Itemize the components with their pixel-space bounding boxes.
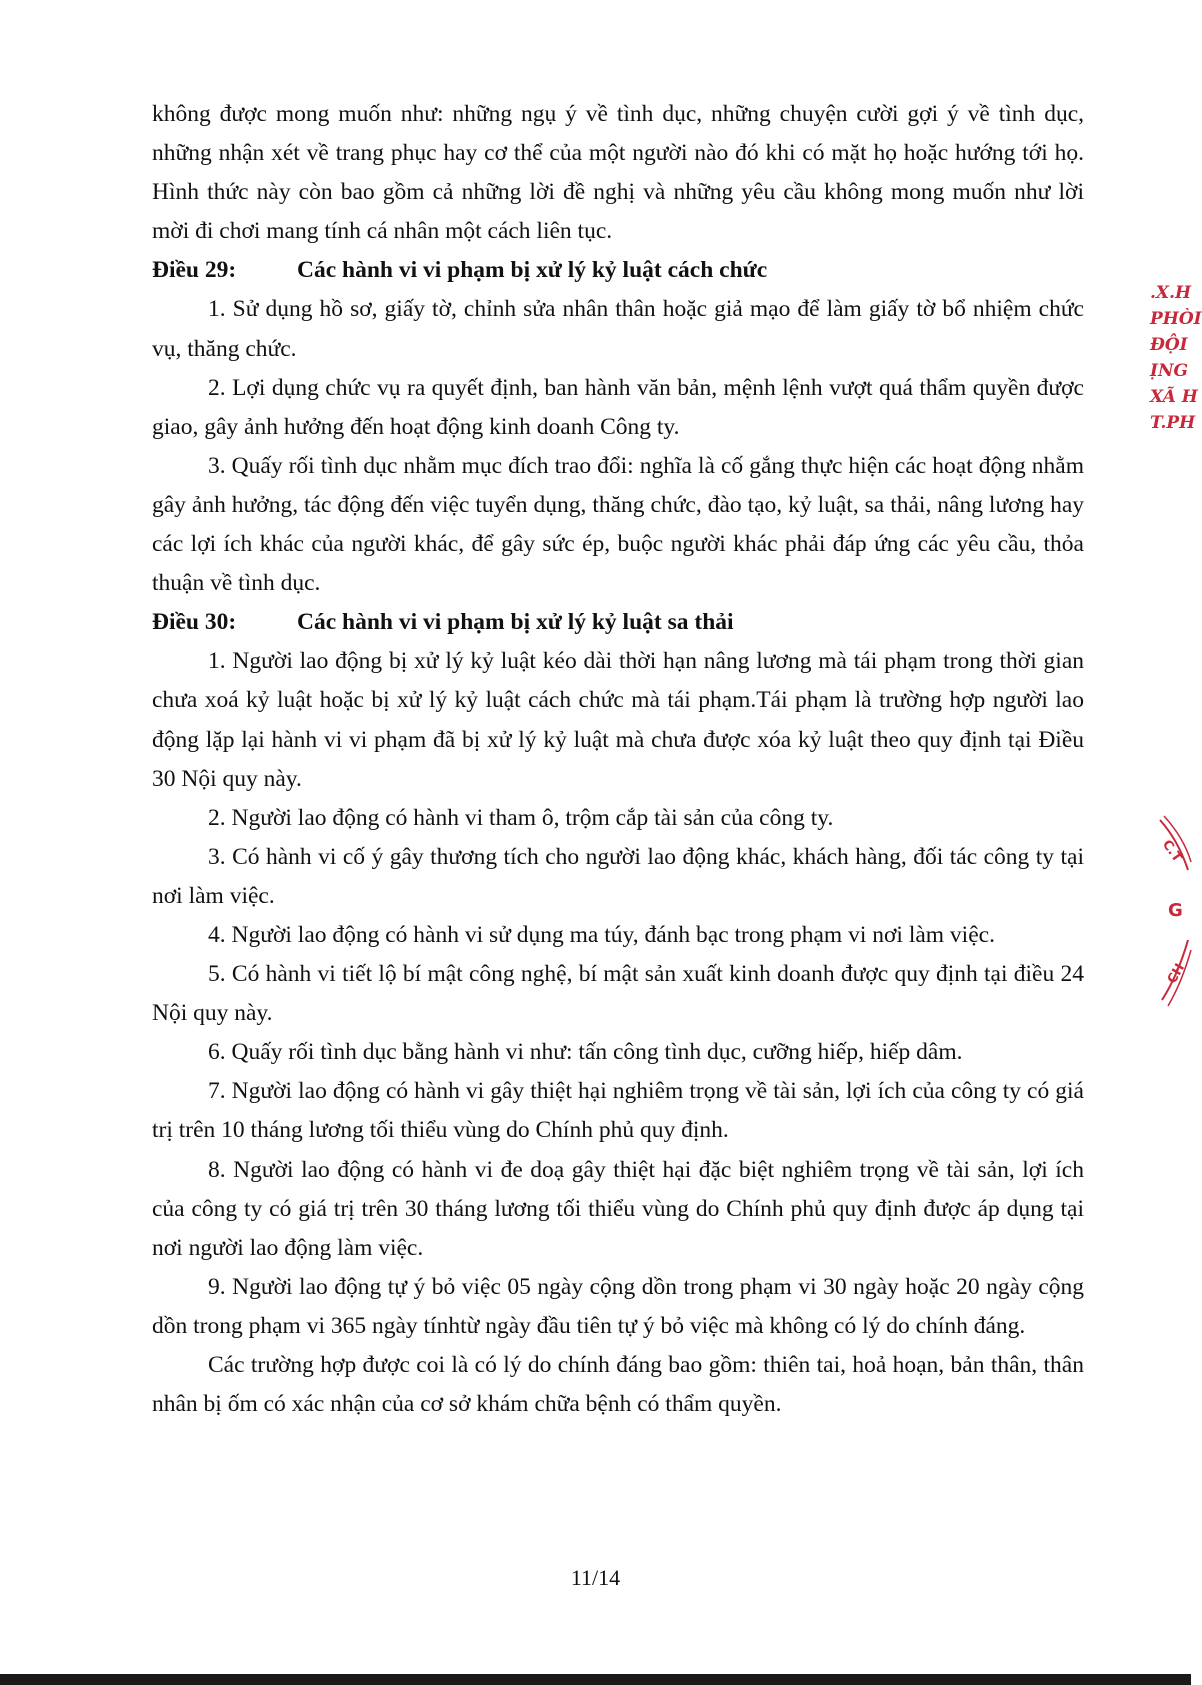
stamp-line: PHÒI <box>1150 309 1202 329</box>
article-30-title: Các hành vi vi phạm bị xử lý kỷ luật sa thải <box>297 609 734 636</box>
stamp-circle-icon <box>1158 810 1191 1010</box>
stamp-line: T.PH <box>1150 413 1196 433</box>
article-30-item-2: 2. Người lao động có hành vi tham ô, trộm cắp tài sản của công ty. <box>208 804 834 831</box>
stamp-text-ch: CH <box>1164 961 1189 987</box>
article-30-item-1: 1. Người lao động bị xử lý kỷ luật kéo dài thời hạn nâng lương mà tái phạm trong thời gian chưa xoá kỷ luật hoặc bị xử lý kỷ luật cách chức mà tái phạm.Tái phạm là trường hợp người lao động lặp lại hành vi vi phạm đã bị xử lý kỷ luật mà chưa được xóa kỷ luật theo quy định tại Điều 30 Nội quy này. <box>152 648 1084 792</box>
page-content <box>152 95 1084 1424</box>
stamp-text-ct: C.T <box>1158 837 1185 866</box>
stamp-line: ĐỘI <box>1150 335 1188 355</box>
article-30-heading <box>152 603 1084 642</box>
stamp-fragment-top <box>1150 280 1202 460</box>
stamp-line: ỊNG <box>1150 361 1189 381</box>
continuation-paragraph: không được mong muốn như: những ngụ ý về tình dục, những chuyện cười gợi ý về tình dục, những nhận xét về trang phục hay cơ thể của một người nào đó khi có mặt họ hoặc hướng tới họ. Hình thức này còn bao gồm cả những lời đề nghị và những yêu cầu không mong muốn như lời mời đi chơi mang tính cá nhân một cách liên tục. <box>152 101 1084 245</box>
stamp-text-g: G <box>1168 900 1183 921</box>
stamp-line: .X.H <box>1150 283 1192 303</box>
article-30-number: Điều 30: <box>152 609 237 636</box>
article-30-item-4: 4. Người lao động có hành vi sử dụng ma túy, đánh bạc trong phạm vi nơi làm việc. <box>208 921 995 948</box>
article-29-item-3: 3. Quấy rối tình dục nhằm mục đích trao đổi: nghĩa là cố gắng thực hiện các hoạt động nhằm gây ảnh hưởng, tác động đến việc tuyển dụng, thăng chức, đào tạo, kỷ luật, sa thải, nâng lương hay các lợi ích khác của người khác, để gây sức ép, buộc người khác phải đáp ứng các yêu cầu, thỏa thuận về tình dục. <box>152 452 1084 597</box>
stamp-line: XÃ H <box>1150 387 1198 407</box>
article-29-title: Các hành vi vi phạm bị xử lý kỷ luật cách chức <box>297 257 768 284</box>
article-29-number: Điều 29: <box>152 257 237 284</box>
article-30-item-6: 6. Quấy rối tình dục bằng hành vi như: tấn công tình dục, cưỡng hiếp, hiếp dâm. <box>208 1039 963 1066</box>
article-30-item-7: 7. Người lao động có hành vi gây thiệt hại nghiêm trọng về tài sản, lợi ích của công ty có giá trị trên 10 tháng lương tối thiểu vùng do Chính phủ quy định. <box>152 1078 1084 1144</box>
article-30-item-9: 9. Người lao động tự ý bỏ việc 05 ngày cộng dồn trong phạm vi 30 ngày hoặc 20 ngày cộng dồn trong phạm vi 365 ngày tínhtừ ngày đầu tiên tự ý bỏ việc mà không có lý do chính đáng. <box>152 1273 1084 1339</box>
article-29-heading <box>152 251 1084 290</box>
article-29-item-1: 1. Sử dụng hồ sơ, giấy tờ, chỉnh sửa nhân thân hoặc giả mạo để làm giấy tờ bổ nhiệm chức vụ, thăng chức. <box>152 296 1084 362</box>
article-30-item-8: 8. Người lao động có hành vi đe doạ gây thiệt hại đặc biệt nghiêm trọng về tài sản, lợi ích của công ty có giá trị trên 30 tháng lương tối thiểu vùng do Chính phủ quy định được áp dụng tại nơi người lao động làm việc. <box>152 1156 1084 1261</box>
page-number: 11/14 <box>570 1565 621 1590</box>
stamp-fragment-bottom <box>1158 810 1191 1010</box>
scan-bottom-edge <box>0 1674 1191 1685</box>
article-30-closing: Các trường hợp được coi là có lý do chính đáng bao gồm: thiên tai, hoả hoạn, bản thân, thân nhân bị ốm có xác nhận của cơ sở khám chữa bệnh có thẩm quyền. <box>152 1352 1084 1418</box>
article-30-item-3: 3. Có hành vi cố ý gây thương tích cho người lao động khác, khách hàng, đối tác công ty tại nơi làm việc. <box>152 843 1084 909</box>
article-29-item-2: 2. Lợi dụng chức vụ ra quyết định, ban hành văn bản, mệnh lệnh vượt quá thẩm quyền được giao, gây ảnh hưởng đến hoạt động kinh doanh Công ty. <box>152 374 1084 440</box>
article-30-item-5: 5. Có hành vi tiết lộ bí mật công nghệ, bí mật sản xuất kinh doanh được quy định tại điều 24 Nội quy này. <box>152 961 1084 1027</box>
